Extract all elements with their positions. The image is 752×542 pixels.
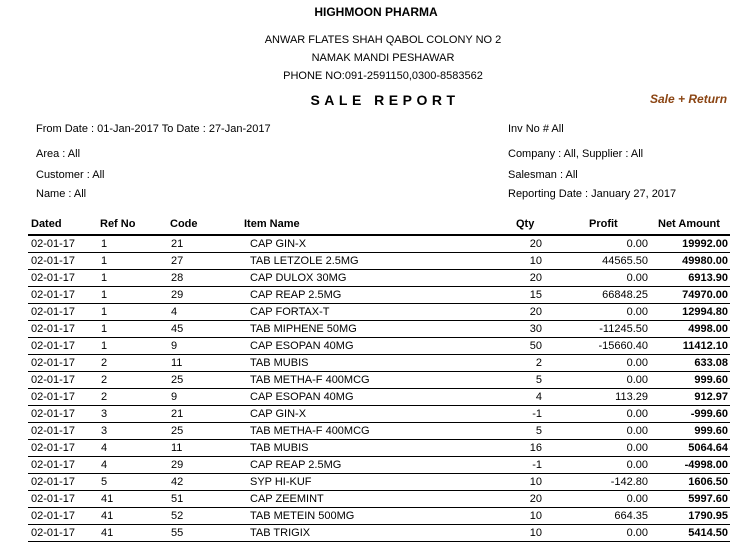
sale-report-table <box>28 236 730 542</box>
cell-ref-no: 1 <box>101 321 171 338</box>
cell-net-amount: -999.60 <box>648 406 730 423</box>
table-row <box>28 525 730 542</box>
cell-dated: 02-01-17 <box>28 423 101 440</box>
cell-ref-no: 4 <box>101 457 171 474</box>
cell-dated: 02-01-17 <box>28 525 101 542</box>
cell-qty: 50 <box>460 338 542 355</box>
cell-profit: 0.00 <box>542 491 648 508</box>
cell-code: 52 <box>171 508 250 525</box>
cell-net-amount: 12994.80 <box>648 304 730 321</box>
cell-code: 25 <box>171 423 250 440</box>
cell-dated: 02-01-17 <box>28 406 101 423</box>
cell-profit: 0.00 <box>542 372 648 389</box>
table-row <box>28 372 730 389</box>
cell-ref-no: 1 <box>101 236 171 253</box>
cell-qty: 20 <box>460 304 542 321</box>
cell-item-name: TAB MUBIS <box>250 440 460 457</box>
inv-no-filter: Inv No # All <box>508 123 564 135</box>
column-header-profit: Profit <box>589 218 618 230</box>
cell-qty: 16 <box>460 440 542 457</box>
cell-net-amount: 49980.00 <box>648 253 730 270</box>
cell-dated: 02-01-17 <box>28 270 101 287</box>
cell-code: 51 <box>171 491 250 508</box>
cell-profit: 0.00 <box>542 236 648 253</box>
cell-code: 21 <box>171 406 250 423</box>
table-header <box>0 218 752 233</box>
cell-net-amount: 999.60 <box>648 423 730 440</box>
cell-ref-no: 1 <box>101 253 171 270</box>
cell-profit: 44565.50 <box>542 253 648 270</box>
cell-net-amount: 6913.90 <box>648 270 730 287</box>
table-row <box>28 508 730 525</box>
cell-item-name: CAP REAP 2.5MG <box>250 287 460 304</box>
cell-code: 11 <box>171 440 250 457</box>
cell-ref-no: 2 <box>101 372 171 389</box>
cell-net-amount: 633.08 <box>648 355 730 372</box>
cell-dated: 02-01-17 <box>28 440 101 457</box>
cell-profit: 113.29 <box>542 389 648 406</box>
cell-code: 55 <box>171 525 250 542</box>
table-row <box>28 457 730 474</box>
cell-net-amount: 5414.50 <box>648 525 730 542</box>
cell-qty: 10 <box>460 253 542 270</box>
cell-ref-no: 1 <box>101 270 171 287</box>
cell-dated: 02-01-17 <box>28 338 101 355</box>
company-name: HIGHMOON PHARMA <box>314 5 438 19</box>
cell-profit: 66848.25 <box>542 287 648 304</box>
cell-profit: 0.00 <box>542 304 648 321</box>
cell-ref-no: 3 <box>101 406 171 423</box>
cell-profit: 0.00 <box>542 270 648 287</box>
reporting-date: Reporting Date : January 27, 2017 <box>508 188 677 200</box>
cell-dated: 02-01-17 <box>28 355 101 372</box>
cell-net-amount: 11412.10 <box>648 338 730 355</box>
column-header-ref-no: Ref No <box>100 218 136 230</box>
cell-ref-no: 4 <box>101 440 171 457</box>
cell-qty: 30 <box>460 321 542 338</box>
cell-qty: 5 <box>460 372 542 389</box>
table-row <box>28 491 730 508</box>
cell-net-amount: 5997.60 <box>648 491 730 508</box>
company-phone: PHONE NO:091-2591150,0300-8583562 <box>283 70 483 82</box>
column-header-dated: Dated <box>31 218 62 230</box>
cell-code: 42 <box>171 474 250 491</box>
cell-qty: -1 <box>460 457 542 474</box>
table-row <box>28 474 730 491</box>
column-header-item-name: Item Name <box>244 218 300 230</box>
cell-item-name: CAP FORTAX-T <box>250 304 460 321</box>
cell-net-amount: 1790.95 <box>648 508 730 525</box>
company-supplier-filter: Company : All, Supplier : All <box>508 148 644 160</box>
table-row <box>28 440 730 457</box>
column-header-code: Code <box>170 218 198 230</box>
cell-ref-no: 2 <box>101 389 171 406</box>
table-row <box>28 304 730 321</box>
cell-profit: -142.80 <box>542 474 648 491</box>
cell-net-amount: 5064.64 <box>648 440 730 457</box>
cell-net-amount: 912.97 <box>648 389 730 406</box>
cell-profit: 0.00 <box>542 440 648 457</box>
cell-net-amount: 1606.50 <box>648 474 730 491</box>
cell-item-name: CAP ESOPAN 40MG <box>250 338 460 355</box>
cell-dated: 02-01-17 <box>28 474 101 491</box>
cell-item-name: SYP HI-KUF <box>250 474 460 491</box>
cell-net-amount: 19992.00 <box>648 236 730 253</box>
table-row <box>28 270 730 287</box>
name-filter: Name : All <box>36 188 87 200</box>
cell-item-name: CAP ESOPAN 40MG <box>250 389 460 406</box>
cell-ref-no: 1 <box>101 287 171 304</box>
cell-profit: -11245.50 <box>542 321 648 338</box>
cell-dated: 02-01-17 <box>28 372 101 389</box>
cell-dated: 02-01-17 <box>28 389 101 406</box>
table-row <box>28 389 730 406</box>
table-row <box>28 423 730 440</box>
company-address-line2: NAMAK MANDI PESHAWAR <box>311 52 455 64</box>
cell-dated: 02-01-17 <box>28 304 101 321</box>
cell-qty: 10 <box>460 474 542 491</box>
cell-ref-no: 2 <box>101 355 171 372</box>
cell-qty: 2 <box>460 355 542 372</box>
cell-code: 27 <box>171 253 250 270</box>
cell-profit: 0.00 <box>542 525 648 542</box>
cell-qty: 4 <box>460 389 542 406</box>
cell-dated: 02-01-17 <box>28 253 101 270</box>
cell-profit: 0.00 <box>542 423 648 440</box>
table-row <box>28 321 730 338</box>
cell-dated: 02-01-17 <box>28 287 101 304</box>
cell-qty: 20 <box>460 491 542 508</box>
cell-item-name: CAP DULOX 30MG <box>250 270 460 287</box>
cell-dated: 02-01-17 <box>28 491 101 508</box>
cell-item-name: TAB TRIGIX <box>250 525 460 542</box>
customer-filter: Customer : All <box>36 169 105 181</box>
cell-item-name: CAP GIN-X <box>250 406 460 423</box>
table-row <box>28 406 730 423</box>
company-address-line1: ANWAR FLATES SHAH QABOL COLONY NO 2 <box>264 34 502 46</box>
cell-item-name: TAB METHA-F 400MCG <box>250 423 460 440</box>
cell-profit: -15660.40 <box>542 338 648 355</box>
cell-item-name: TAB MIPHENE 50MG <box>250 321 460 338</box>
cell-code: 21 <box>171 236 250 253</box>
cell-item-name: TAB METHA-F 400MCG <box>250 372 460 389</box>
cell-code: 25 <box>171 372 250 389</box>
table-row <box>28 287 730 304</box>
area-filter: Area : All <box>36 148 81 160</box>
table-row <box>28 338 730 355</box>
salesman-filter: Salesman : All <box>508 169 578 181</box>
cell-qty: -1 <box>460 406 542 423</box>
cell-ref-no: 41 <box>101 491 171 508</box>
table-body <box>28 236 730 542</box>
cell-ref-no: 1 <box>101 338 171 355</box>
cell-ref-no: 3 <box>101 423 171 440</box>
report-title: SALE REPORT <box>310 92 460 108</box>
cell-profit: 664.35 <box>542 508 648 525</box>
cell-item-name: TAB MUBIS <box>250 355 460 372</box>
cell-ref-no: 1 <box>101 304 171 321</box>
cell-qty: 15 <box>460 287 542 304</box>
cell-profit: 0.00 <box>542 457 648 474</box>
cell-dated: 02-01-17 <box>28 236 101 253</box>
cell-qty: 20 <box>460 236 542 253</box>
column-header-net-amount: Net Amount <box>658 218 720 230</box>
cell-code: 11 <box>171 355 250 372</box>
cell-net-amount: 4998.00 <box>648 321 730 338</box>
cell-item-name: CAP ZEEMINT <box>250 491 460 508</box>
report-mode: Sale + Return <box>650 92 728 106</box>
cell-item-name: TAB METEIN 500MG <box>250 508 460 525</box>
table-row <box>28 236 730 253</box>
cell-item-name: CAP REAP 2.5MG <box>250 457 460 474</box>
cell-code: 28 <box>171 270 250 287</box>
cell-net-amount: -4998.00 <box>648 457 730 474</box>
cell-dated: 02-01-17 <box>28 321 101 338</box>
cell-code: 9 <box>171 389 250 406</box>
cell-qty: 20 <box>460 270 542 287</box>
cell-code: 4 <box>171 304 250 321</box>
column-header-qty: Qty <box>516 218 535 230</box>
cell-ref-no: 41 <box>101 508 171 525</box>
cell-code: 45 <box>171 321 250 338</box>
cell-ref-no: 41 <box>101 525 171 542</box>
cell-profit: 0.00 <box>542 406 648 423</box>
cell-code: 29 <box>171 287 250 304</box>
cell-qty: 10 <box>460 525 542 542</box>
cell-dated: 02-01-17 <box>28 508 101 525</box>
cell-code: 29 <box>171 457 250 474</box>
cell-net-amount: 999.60 <box>648 372 730 389</box>
cell-dated: 02-01-17 <box>28 457 101 474</box>
cell-profit: 0.00 <box>542 355 648 372</box>
cell-ref-no: 5 <box>101 474 171 491</box>
table-row <box>28 355 730 372</box>
cell-qty: 10 <box>460 508 542 525</box>
cell-qty: 5 <box>460 423 542 440</box>
cell-code: 9 <box>171 338 250 355</box>
cell-item-name: TAB LETZOLE 2.5MG <box>250 253 460 270</box>
table-row <box>28 253 730 270</box>
cell-net-amount: 74970.00 <box>648 287 730 304</box>
date-range-filter: From Date : 01-Jan-2017 To Date : 27-Jan-2017 <box>36 123 271 135</box>
cell-item-name: CAP GIN-X <box>250 236 460 253</box>
